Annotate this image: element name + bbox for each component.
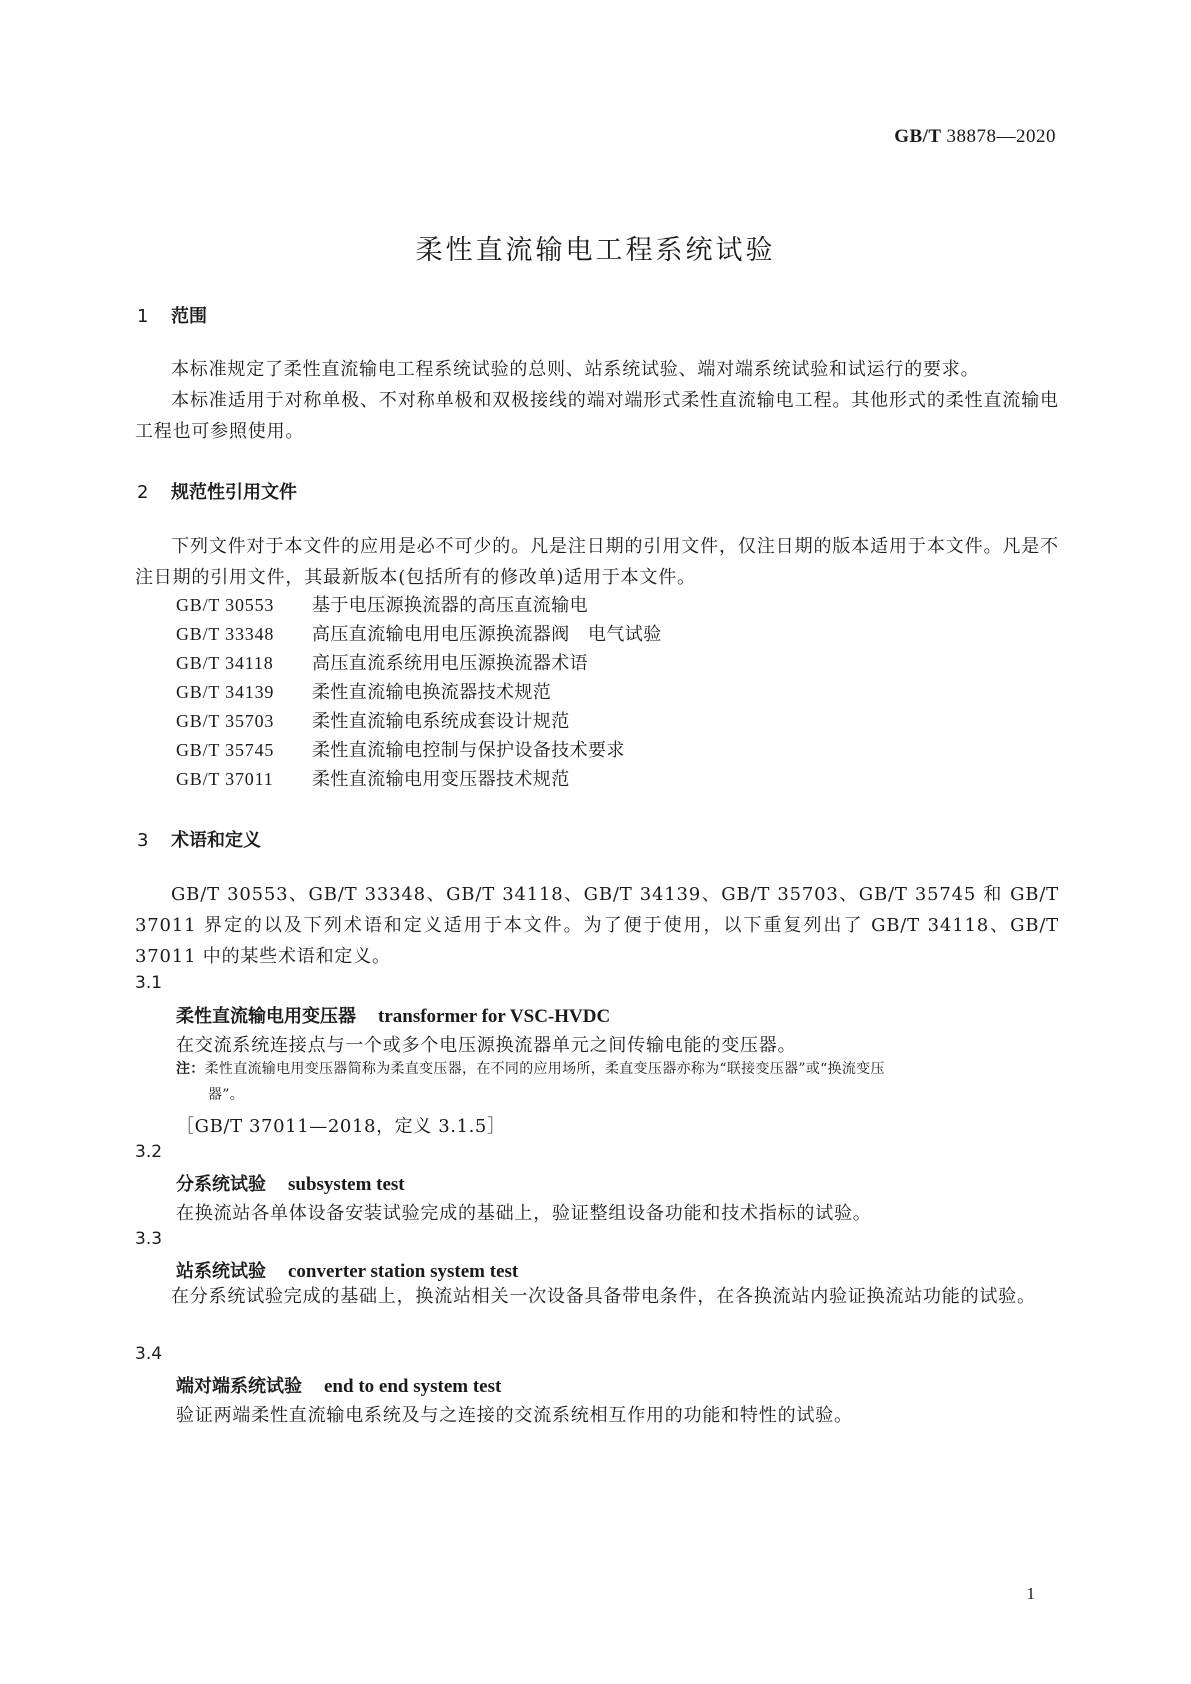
standard-prefix: GB/T <box>894 126 942 147</box>
term-zh: 站系统试验 <box>176 1261 266 1282</box>
standard-code <box>894 126 1056 148</box>
paragraph: 本标准规定了柔性直流输电工程系统试验的总则、站系统试验、端对端系统试验和试运行的要求。 <box>171 359 980 380</box>
section-title: 范围 <box>171 306 207 327</box>
term-number: 3.3 <box>135 1229 163 1249</box>
section-number: 3 <box>137 830 149 851</box>
section-1-heading <box>137 302 207 328</box>
page-number: 1 <box>1026 1584 1035 1603</box>
section-title: 术语和定义 <box>171 830 261 851</box>
term-definition: 在交流系统连接点与一个或多个电压源换流器单元之间传输电能的变压器。 <box>176 1035 797 1056</box>
section-3-heading <box>137 826 261 852</box>
term-definition: 在换流站各单体设备安装试验完成的基础上，验证整组设备功能和技术指标的试验。 <box>176 1203 872 1224</box>
term-en: transformer for VSC-HVDC <box>378 1006 611 1027</box>
term-en: subsystem test <box>288 1174 405 1195</box>
note-label: 注： <box>176 1061 205 1077</box>
section-number: 2 <box>137 482 149 503</box>
paragraph: GB/T 30553、GB/T 33348、GB/T 34118、GB/T 34139、GB/T 35703、GB/T 35745 和 GB/T 37011 界定的以及下列术语和定义适用于本文件。为了便于使用，以下重复列出了 GB/T 34118、GB/T 37011 中的某些术语和定义。 <box>135 884 1059 967</box>
reference-item: GB/T 35745 柔性直流输电控制与保护设备技术要求 <box>176 740 625 761</box>
term-heading <box>176 1372 501 1398</box>
reference-item: GB/T 37011 柔性直流输电用变压器技术规范 <box>176 769 570 790</box>
section-title: 规范性引用文件 <box>171 482 297 503</box>
term-zh: 端对端系统试验 <box>176 1376 302 1397</box>
term-en: end to end system test <box>324 1376 502 1397</box>
term-zh: 柔性直流输电用变压器 <box>176 1006 356 1027</box>
term-heading <box>176 1170 405 1196</box>
term-number: 3.2 <box>135 1142 163 1162</box>
term-source: ［GB/T 37011—2018，定义 3.1.5］ <box>176 1116 506 1137</box>
reference-item: GB/T 34118 高压直流系统用电压源换流器术语 <box>176 653 588 674</box>
term-heading <box>176 1257 518 1283</box>
term-number: 3.1 <box>135 973 163 993</box>
section-2-heading <box>137 478 297 504</box>
paragraph: 下列文件对于本文件的应用是必不可少的。凡是注日期的引用文件，仅注日期的版本适用于本文件。凡是不注日期的引用文件，其最新版本(包括所有的修改单)适用于本文件。 <box>135 536 1059 588</box>
term-definition: 验证两端柔性直流输电系统及与之连接的交流系统相互作用的功能和特性的试验。 <box>176 1405 853 1426</box>
standard-number: 38878—2020 <box>946 126 1056 147</box>
paragraph: 本标准适用于对称单极、不对称单极和双极接线的端对端形式柔性直流输电工程。其他形式的柔性直流输电工程也可参照使用。 <box>135 390 1059 442</box>
term-definition: 在分系统试验完成的基础上，换流站相关一次设备具备带电条件，在各换流站内验证换流站功能的试验。 <box>171 1286 1036 1307</box>
term-heading <box>176 1002 610 1028</box>
term-number: 3.4 <box>135 1344 163 1364</box>
term-zh: 分系统试验 <box>176 1174 266 1195</box>
reference-item: GB/T 33348 高压直流输电用电压源换流器阀 电气试验 <box>176 624 662 645</box>
reference-item: GB/T 30553 基于电压源换流器的高压直流输电 <box>176 595 588 616</box>
reference-item: GB/T 35703 柔性直流输电系统成套设计规范 <box>176 711 570 732</box>
document-title: 柔性直流输电工程系统试验 <box>415 235 776 266</box>
reference-item: GB/T 34139 柔性直流输电换流器技术规范 <box>176 682 552 703</box>
term-en: converter station system test <box>288 1261 519 1282</box>
section-number: 1 <box>137 306 149 327</box>
term-note: 注：柔性直流输电用变压器简称为柔直变压器，在不同的应用场所，柔直变压器亦称为“联接变压器”或“换流变压 器”。 <box>176 1061 885 1103</box>
